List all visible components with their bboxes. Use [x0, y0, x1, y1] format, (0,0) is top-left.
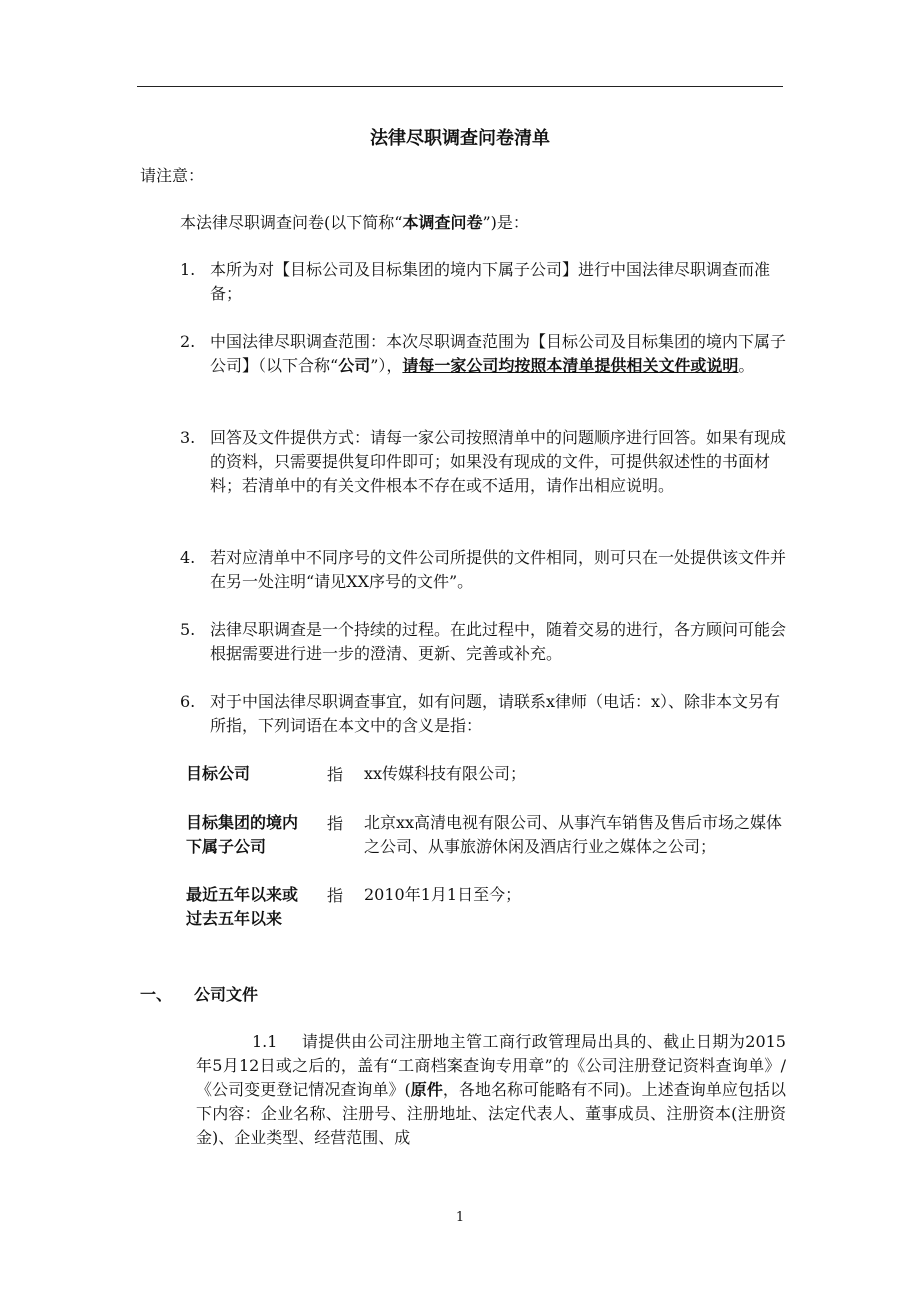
clause-paragraph: 1.1 请提供由公司注册地主管工商行政管理局出具的、截止日期为2015年5月12日或之后的，盖有“工商档案查询专用章”的《公司注册登记资料查询单》/《公司变更登记情况查询单》(原件，各地名称可能略有不同)。上述查询单应包括以下内容：企业名称、注册号、注册地址、法定代表人、董事成员、注册资本(注册资金)、企业类型、经营范围、成	[196, 1032, 786, 1147]
definition-term: 目标公司	[186, 764, 251, 783]
list-item-text: 若对应清单中不同序号的文件公司所提供的文件相同，则可只在一处提供该文件并在另一处注明“请见XX序号的文件”。	[210, 548, 787, 591]
list-item-number: 2.	[180, 332, 196, 351]
list-item-number: 6.	[180, 692, 196, 711]
definition-text: 2010年1月1日至今；	[364, 885, 522, 904]
definition-term: 目标集团的境内下属子公司	[186, 813, 299, 856]
list-item-number: 1.	[180, 260, 196, 279]
list-item-text: 对于中国法律尽职调查事宜，如有问题，请联系x律师（电话：x）、除非本文另有所指，下列词语在本文中的含义是指：	[210, 692, 781, 735]
list-item-text: 本所为对【目标公司及目标集团的境内下属子公司】进行中国法律尽职调查而准备；	[210, 260, 771, 303]
section-number: 一、	[140, 985, 173, 1004]
document-title: 法律尽职调查问卷清单	[370, 128, 550, 149]
list-item	[180, 330, 790, 378]
intro-line: 本法律尽职调查问卷(以下简称“本调查问卷”)是：	[180, 213, 529, 232]
note-label: 请注意：	[140, 166, 205, 185]
definition-pointer: 指	[327, 886, 344, 905]
header-rule	[137, 86, 783, 87]
list-item	[180, 426, 790, 498]
page-number: 1	[455, 1210, 465, 1225]
definition-term: 最近五年以来或过去五年以来	[186, 885, 299, 928]
list-item-text: 中国法律尽职调查范围：本次尽职调查范围为【目标公司及目标集团的境内下属子公司】（以下合称“公司”），请每一家公司均按照本清单提供相关文件或说明。	[210, 332, 787, 375]
section-name: 公司文件	[194, 985, 259, 1004]
section-heading	[140, 982, 258, 1005]
definition-text: xx传媒科技有限公司；	[364, 764, 527, 783]
definition-pointer: 指	[327, 765, 344, 784]
list-item-text: 回答及文件提供方式：请每一家公司按照清单中的问题顺序进行回答。如果有现成的资料，只需要提供复印件即可；如果没有现成的文件，可提供叙述性的书面材料；若清单中的有关文件根本不存在或不适用，请作出相应说明。	[210, 428, 787, 495]
definition-pointer: 指	[327, 814, 344, 833]
defined-term-bold: 公司	[338, 356, 371, 375]
clause-bold-term: 原件	[410, 1080, 443, 1099]
list-item	[180, 690, 790, 738]
list-item-number: 5.	[180, 620, 196, 639]
intro-bold-term: 本调查问卷	[402, 213, 483, 232]
list-item	[180, 258, 790, 306]
emphasis-underlined: 请每一家公司均按照本清单提供相关文件或说明	[402, 356, 739, 375]
list-item-number: 3.	[180, 428, 196, 447]
clause-number: 1.1	[252, 1032, 278, 1051]
list-item-number: 4.	[180, 548, 196, 567]
list-item	[180, 618, 790, 666]
list-item	[180, 546, 790, 594]
list-item-text: 法律尽职调查是一个持续的过程。在此过程中，随着交易的进行，各方顾问可能会根据需要进行进一步的澄清、更新、完善或补充。	[210, 620, 787, 663]
definition-text: 北京xx高清电视有限公司、从事汽车销售及售后市场之媒体之公司、从事旅游休闲及酒店行业之媒体之公司；	[364, 813, 783, 856]
